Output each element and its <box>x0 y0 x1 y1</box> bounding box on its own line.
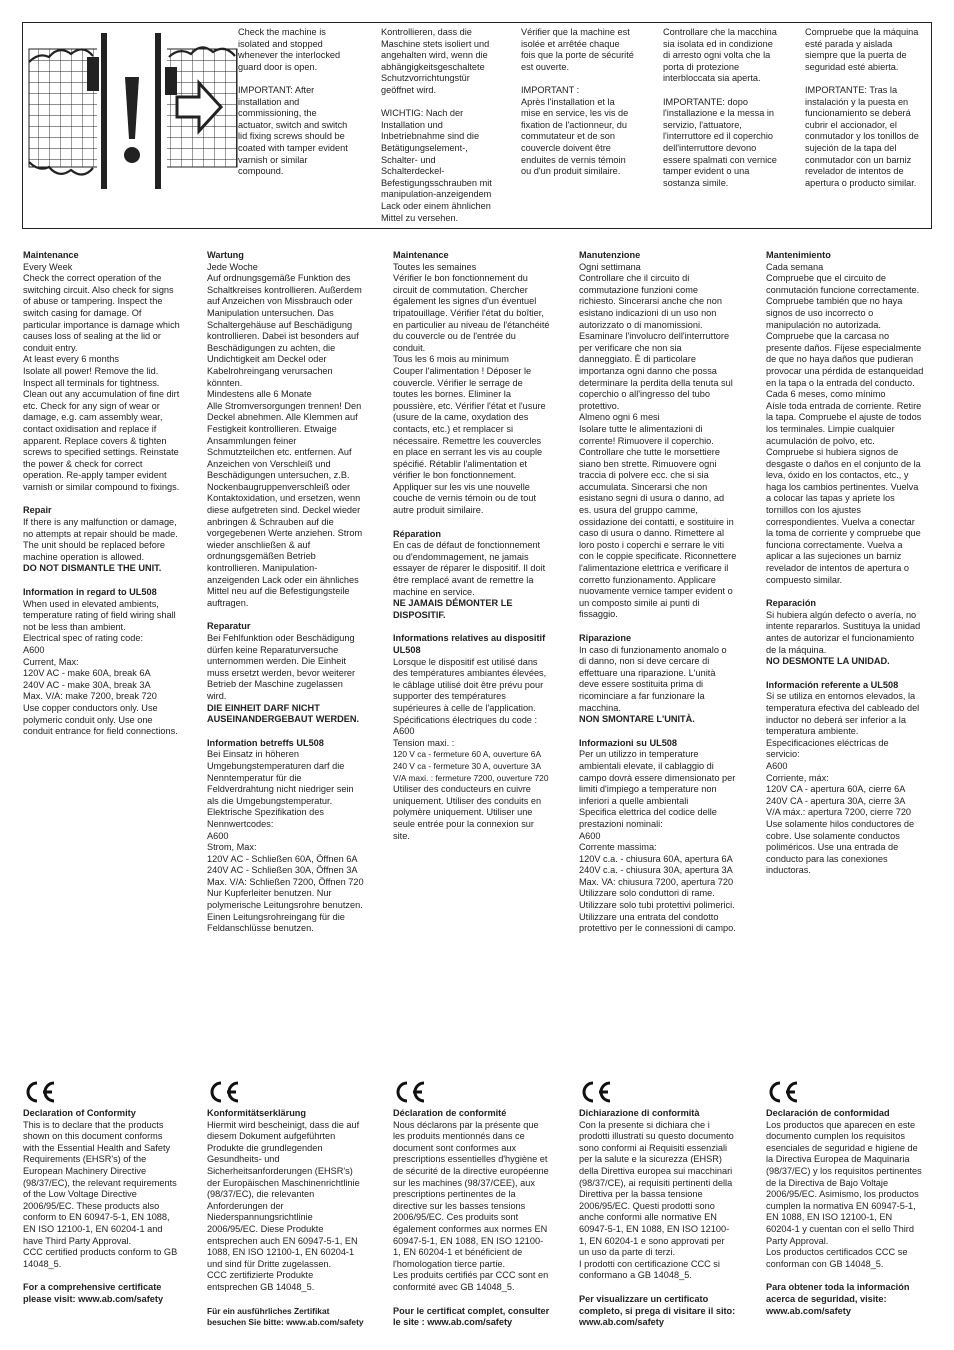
declaration-heading: Konformitätserklärung <box>207 1108 307 1118</box>
declaration-text: This is to declare that the products shown on this document conforms with the Essential Health and Safety Requirements (EHSR's) of the European Machinery Directive (98/37/EC), the relevant requirements of the Low Voltage Directive 2006/95/EC. These products also conform to EN 60947-5-1, EN 1088, EN ISO 12100-1, EN 60204-1 and have Third Party Approval. CCC certified products conform to GB 14048_5. <box>23 1119 178 1269</box>
maintenance-heading: Wartung <box>207 250 244 260</box>
repair-text: In caso di funzionamento anomalo o di danno, non si deve cercare di effettuare una riparazione. L'unità deve essere sostituita prima di ricominciare a far funzionare la macchina. <box>579 644 727 713</box>
repair-warning: NON SMONTARE L'UNITÀ. <box>579 714 695 725</box>
certificate-link-text: Per visualizzare un certificato completo, si prega di visitare il sito: www.ab.com/safety <box>579 1293 736 1328</box>
declaration-text: Nous déclarons par la présente que les produits mentionnés dans ce document sont conformes aux prescriptions essentielles d'hygiène et de sécurité de la directive européenne sur les machines (98/37/CEE), aux prescriptions pertinentes de la directive sur les basses tensions 2006/95/EC. Ces produits sont également conformes aux normes EN 60947-5-1, EN 1088, EN ISO 12100- 1, EN 60204-1 et bénéficient de l'homologation tierce partie. Les produits certifiés par CCC sont en conformité avec GB 14048_5. <box>393 1119 549 1292</box>
declaration-heading: Declaración de conformidad <box>766 1108 890 1118</box>
maintenance-text: Cada semana Compruebe que el circuito de conmutación funcione correctamente. Compruebe también que no haya signos de uso incorrecto o manipulación no autorizada. Compruebe que la carcasa no presente daños. Fíjese especialmente de que no haya daños que pudieran provocar una pérdida de estanqueidad en la tapa o la entrada del conducto. Cada 6 meses, como mínimo Aísle toda entrada de corriente. Retire la tapa. Compruebe el ajuste de todos los terminales. Limpie cualquier acumulación de polvo, etc. Compruebe si hubiera signos de desgaste o daños en el conjunto de la leva, óxido en los contactos, etc., y haga los cambios pertinentes. Vuelva a colocar las tapas y apriete los tornillos con los ajustes correspondientes. Vuelva a conectar la toma de corriente y compruebe que funciona correctamente. Vuelva a aplicar a las sujeciones un barniz revelador de intentos de apertura o compuesto similar. <box>766 261 924 585</box>
maintenance-text: Every Week Check the correct operation of the switching circuit. Also check for signs of abuse or tampering. Inspect the switch casing for damage. Of particular importance is damage which causes loss of sealing at the lid or conduit entry. At least every 6 months Isolate all power! Remove the lid. Inspect all terminals for tightness. Clean out any accumulation of fine dirt etc. Check for any sign of wear or damage, e.g. cam assembly wear, contact oxidisation and replace if apparent. Replace covers & tighten screws to specified settings. Reinstate the power & check for correct operation. Re-apply tamper evident varnish or similar compound to fixings. <box>23 261 180 492</box>
column-german <box>207 250 379 935</box>
top-text-fr: Vérifier que la machine est isolée et arrêtée chaque fois que la porte de sécurité est ouverte. IMPORTANT : Après l'installation et la mise en service, les vis de fixation de l'actionneur, du commutateur et de son couvercle doivent être enduites de vernis témoin ou d'un produit similaire. <box>521 27 634 177</box>
warning-box <box>22 22 932 229</box>
top-text-en: Check the machine is isolated and stopped whenever the interlocked guard door is open. IMPORTANT: After installation and commissioning, the actuator, switch and switch lid fixing screws should be coated with tamper evident varnish or similar compound. <box>238 27 348 177</box>
declaration-text: Los productos que aparecen en este documento cumplen los requisitos esenciales de seguridad e higiene de la Directiva Europea de Maquinaria (98/37/EC) y los requisitos pertinentes de la Directiva de Bajo Voltaje 2006/95/EC. Asimismo, los productos cumplen la normativa EN 60947-5-1, EN 1088, EN ISO 12100-1, EN 60204-1 y cuentan con el sello Third Party Approval. Los productos certificados CCC se conforman con GB 14048_5. <box>766 1119 922 1269</box>
declaration-heading: Dichiarazione di conformità <box>579 1108 700 1118</box>
maintenance-heading: Mantenimiento <box>766 250 831 260</box>
maintenance-text: Toutes les semaines Vérifier le bon fonctionnement du circuit de commutation. Chercher également les signes d'un éventuel tripatouillage. Vérifier l'état du boîtier, en particulier au niveau de l'étanchéité du couvercle ou de l'entrée du conduit. Tous les 6 mois au minimum Couper l'alimentation ! Déposer le couvercle. Vérifier le serrage de toutes les bornes. Eliminer la poussière, etc. Vérifier l'état et l'usure (usure de la came, oxydation des contacts, etc.) et remplacer si nécessaire. Remettre les couvercles en place en serrant les vis au couple spécifié. Rétablir l'alimentation et vérifier le bon fonctionnement. Appliquer sur les vis une nouvelle couche de vernis témoin ou de tout autre produit similaire. <box>393 261 550 516</box>
column-spanish <box>766 250 934 877</box>
column-french <box>393 250 565 842</box>
maintenance-heading: Maintenance <box>393 250 449 260</box>
maintenance-heading: Maintenance <box>23 250 79 260</box>
repair-text: Bei Fehlfunktion oder Beschädigung dürfen keine Reparaturversuche unternommen werden. Die Einheit muss ersetzt werden, bevor weiterer Betrieb der Maschine zugelassen wird. <box>207 633 356 701</box>
declaration-english <box>23 1080 195 1306</box>
ul508-heading: Information betreffs UL508 <box>207 737 324 748</box>
ul508-heading: Informations relatives au dispositif UL508 <box>393 633 546 655</box>
ul508-text: Si se utiliza en entornos elevados, la temperatura efectiva del cableado del inductor no deberá ser inferior a la temperatura ambiente. Especificaciones eléctricas de servicio: A600 Corriente, máx: 120V CA - apertura 60A, cierre 6A 240V CA - apertura 30A, cierre 3A V/A máx.: apertura 7200, cierre 720 Use solamente hilos conductores de cobre. Use solamente conductos poliméricos. Use una entrada de conducto para las conexiones inductoras. <box>766 691 920 876</box>
repair-heading: Repair <box>23 505 52 516</box>
repair-text: If there is any malfunction or damage, no attempts at repair should be made. The unit should be replaced before machine operation is allowed. <box>23 517 178 562</box>
ul508-heading: Information in regard to UL508 <box>23 587 157 598</box>
maintenance-text: Ogni settimana Controllare che il circuito di commutazione funzioni come richiesto. Sincerarsi anche che non esistano indicazioni di un uso non autorizzato o di manomissioni. Esaminare l'involucro dell'interruttore per verificare che non sia danneggiato. È di particolare importanza ogni danno che possa determinare la perdita della tenuta sul coperchio o all'ingresso del tubo protettivo. Almeno ogni 6 mesi Isolare tutte le alimentazioni di corrente! Rimuovere il coperchio. Controllare che tutte le morsettiere siano ben strette. Rimuovere ogni traccia di polvere ecc. che si sia accumulata. Sincerarsi che non esistano segni di usura o danno, ad es. usura del gruppo camme, ossidazione dei contatti, e sostituire in caso di usura o danno. Rimettere al loro posto i coperchi e serrare le viti con le coppie specificate. Riconnettere l'alimentazione elettrica e verificare il corretto funzionamento. Applicare nuovamente vernice tamper evident o un composto simile ai punti di fissaggio. <box>579 261 737 620</box>
column-english <box>23 250 195 738</box>
declaration-spanish <box>766 1080 934 1317</box>
certificate-link-text: For a comprehensive certificate please visit: www.ab.com/safety <box>23 1282 164 1304</box>
declaration-text: Con la presente si dichiara che i prodotti illustrati su questo documento sono conformi ai Requisiti essenziali per la salute e la sicurezza (EHSR) della Direttiva europea sui macchinari (98/37/CE), ai requisiti pertinenti della Direttiva per la bassa tensione 2006/95/EC. Questi prodotti sono anche conformi alle normative EN 60947-5-1, EN 1088, EN ISO 12100- 1, EN 60204-1 e sono approvati per un uso da parte di terzi. I prodotti con certificazione CCC si conformano a GB 14048_5. <box>579 1119 734 1281</box>
repair-heading: Réparation <box>393 528 441 539</box>
ce-mark-icon <box>207 1080 241 1104</box>
ce-mark-icon <box>766 1080 800 1104</box>
declaration-german <box>207 1080 379 1329</box>
certificate-link-text: Für ein ausführliches Zertifikat besuchen Sie bitte: www.ab.com/safety <box>207 1305 364 1328</box>
repair-warning: DO NOT DISMANTLE THE UNIT. <box>23 563 162 574</box>
column-italian <box>579 250 751 935</box>
declaration-heading: Déclaration de conformité <box>393 1108 507 1118</box>
ul508-text-end: Utiliser des conducteurs en cuivre uniquement. Utiliser des conduits en polymère uniquement. Utiliser une seule entrée pour la connexion sur site. <box>393 784 542 841</box>
repair-text: En cas de défaut de fonctionnement ou d'endommagement, ne jamais essayer de réparer le dispositif. Il doit être remplacé avant de remettre la machine en service. <box>393 540 546 597</box>
repair-warning: NE JAMAIS DÉMONTER LE DISPOSITIF. <box>393 598 513 620</box>
ul508-heading: Información referente a UL508 <box>766 679 899 690</box>
repair-heading: Reparación <box>766 598 817 609</box>
ce-mark-icon <box>579 1080 613 1104</box>
declaration-french <box>393 1080 565 1329</box>
ul508-text: Per un utilizzo in temperature ambientali elevate, il cablaggio di campo dovrà essere dimensionato per limiti d'impiego a temperature non inferiori a quelle ambientali Specifica elettrica del codice delle prestazioni nominali: A600 Corrente massima: 120V c.a. - chiusura 60A, apertura 6A 240V c.a. - chiusura 30A, apertura 3A Max. VA: chiusura 7200, apertura 720 Utilizzare solo conduttori di rame. Utilizzare solo tubi protettivi polimerici. Utilizzare una entrata del condotto protettivo per le connessioni di campo. <box>579 749 736 934</box>
repair-text: Si hubiera algún defecto o avería, no intente repararlos. Sustituya la unidad antes de autorizar el funcionamiento de la máquina. <box>766 609 921 655</box>
ul508-text: Lorsque le dispositif est utilisé dans des températures ambiantes élevées, le câblage utilisé doit être prévu pour supporter des températures supérieures à celle de l'application. Spécifications électriques du code : A600 Tension maxi. : <box>393 656 547 748</box>
declaration-italian <box>579 1080 751 1329</box>
guard-door-warning-illustration <box>27 27 239 191</box>
ul508-text: When used in elevated ambients, temperature rating of field wiring shall not be less than ambient. Electrical spec of rating code: A600 Current, Max: 120V AC - make 60A, break 6A 240V AC - make 30A, break 3A Max. V/A: make 7200, break 720 Use copper conductors only. Use polymeric conduit only. Use one conduit entrance for field connections. <box>23 598 178 737</box>
declaration-heading: Declaration of Conformity <box>23 1108 136 1118</box>
top-text-it: Controllare che la macchina sia isolata ed in condizione di arresto ogni volta che la porta di protezione interbloccata sia aperta. IMPORTANTE: dopo l'installazione e la messa in servizio, l'attuatore, l'interruttore ed il coperchio dell'interruttore devono essere spalmati con vernice tamper evident o una sostanza simile. <box>663 27 777 188</box>
ul508-ratings: 120 V ca - fermeture 60 A, ouverture 6A 240 V ca - fermeture 30 A, ouverture 3A V/A maxi. : fermeture 7200, ouverture 720 <box>393 749 549 783</box>
certificate-link-text: Pour le certificat complet, consulter le site : www.ab.com/safety <box>393 1305 550 1328</box>
repair-warning: DIE EINHEIT DARF NICHT AUSEINANDERGEBAUT WERDEN. <box>207 702 360 725</box>
repair-warning: NO DESMONTE LA UNIDAD. <box>766 656 890 667</box>
top-text-de: Kontrollieren, dass die Maschine stets isoliert und angehalten wird, wenn die abhängigkeitsgeschaltete Schutzvorrichtungstür geöffnet wird. WICHTIG: Nach der Installation und Inbetriebnahme sind die Betätigungselement-, Schalter- und Schalterdeckel- Befestigungsschrauben mit manipulation-anzeigendem Lack oder einem ähnlichen Mittel zu versehen. <box>381 27 492 223</box>
repair-heading: Reparatur <box>207 621 251 632</box>
top-text-es: Compruebe que la máquina esté parada y aislada siempre que la puerta de seguridad esté abierta. IMPORTANTE: Tras la instalación y la puesta en funcionamiento se deberá cubrir el accionador, el conmutador y los tonillos de sujeción de la tapa del conmutador con un barniz revelador de intentos de apertura o producto similar. <box>805 27 919 188</box>
ce-mark-icon <box>23 1080 57 1104</box>
maintenance-text: Jede Woche Auf ordnungsgemäße Funktion des Schaltkreises kontrollieren. Außerdem auf Anzeichen von Missbrauch oder Manipulation untersuchen. Das Schaltergehäuse auf Beschädigung kontrollieren. Dabei ist besonders auf Beschädigungen zu achten, die Undichtigkeit am Deckel oder Kabelrohreingang verursachen könnten. Mindestens alle 6 Monate Alle Stromversorgungen trennen! Den Deckel abnehmen. Alle Klemmen auf Festigkeit kontrollieren. Etwaige Ansammlungen feiner Schmutzteilchen etc. entfernen. Auf Anzeichen von Verschleiß und Beschädigungen untersuchen, z.B. Nockenbaugruppenverschleiß oder Kontaktoxidation, und ersetzen, wenn diese aufgetreten sind. Deckel wieder anbringen & Schrauben auf die vorgegebenen Werte anziehen. Strom wieder anschließen & auf ordnungsgemäßen Betrieb kontrollieren. Manipulation- anzeigenden Lack oder ein ähnliches Mittel neu auf die Befestigungsteile auftragen. <box>207 261 363 608</box>
certificate-link-text: Para obtener toda la información acerca de seguridad, visite: www.ab.com/safety <box>766 1282 910 1316</box>
declaration-text: Hiermit wird bescheinigt, dass die auf diesem Dokument aufgeführten Produkte die grundlegenden Gesundheits- und Sicherheitsanforderungen (EHSR's) der Europäischen Maschinenrichtlinie (98/37/EC), die relevanten Anforderungen der Niederspannungsrichtlinie 2006/95/EC. Diese Produkte entsprechen auch EN 60947-5-1, EN 1088, EN ISO 12100-1, EN 60204-1 und sind für Dritte zugelassen. CCC zertifizierte Produkte entsprechen GB 14048_5. <box>207 1119 360 1292</box>
repair-heading: Riparazione <box>579 633 632 643</box>
ce-mark-icon <box>393 1080 427 1104</box>
maintenance-heading: Manutenzione <box>579 250 641 260</box>
ul508-heading: Informazioni su UL508 <box>579 737 678 748</box>
ul508-text: Bei Einsatz in höheren Umgebungstemperaturen darf die Nenntemperatur für die Feldverdrahtung nicht niedriger sein als die Umgebungstemperatur. Elektrische Spezifikation des Nennwertcodes: A600 Strom, Max: 120V AC - Schließen 60A, Öffnen 6A 240V AC - Schließen 30A, Öffnen 3A Max. V/A: Schließen 7200, Öffnen 720 Nur Kupferleiter benutzen. Nur polymerische Leitungsrohre benutzen. Einen Leitungsrohreingang für die Feldanschlüsse benutzen. <box>207 749 364 934</box>
